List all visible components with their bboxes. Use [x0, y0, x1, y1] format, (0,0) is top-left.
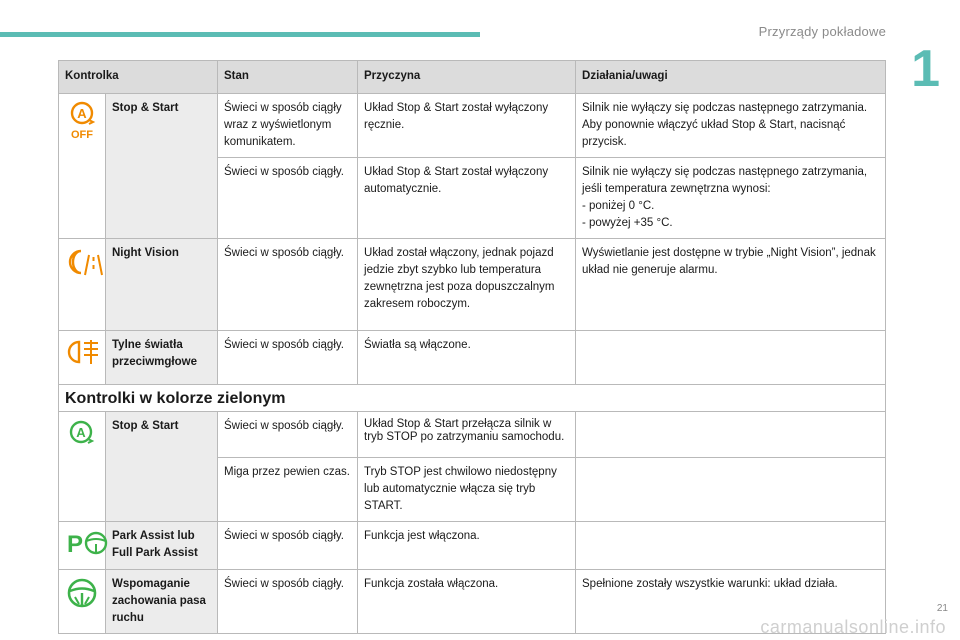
- table-row: [59, 522, 886, 570]
- group-title: Kontrolki w kolorze zielonym: [59, 385, 886, 412]
- column-header-state: Stan: [218, 61, 358, 94]
- icon-cell: [59, 239, 106, 331]
- action-text: Wyświetlanie jest dostępne w trybie „Night Vision”, jednak układ nie generuje alarmu.: [582, 247, 876, 276]
- svg-text:P: P: [67, 531, 84, 558]
- state-cell: Świeci w sposób ciągły.: [218, 331, 358, 385]
- action-cell: [576, 412, 886, 458]
- icon-cell: [59, 94, 106, 239]
- state-cell: Świeci w sposób ciągły.: [218, 158, 358, 239]
- table-row: [59, 94, 886, 158]
- action-text: Aby ponownie włączyć układ Stop & Start, nacisnąć przycisk.: [582, 119, 846, 148]
- cause-cell: Układ Stop & Start został wyłączony ręcznie.: [358, 94, 576, 158]
- stop-start-off-icon: [65, 100, 99, 140]
- page-number: 21: [936, 603, 948, 614]
- indicator-name: Stop & Start: [106, 94, 218, 239]
- indicator-name: Wspomaganie zachowania pasa ruchu: [106, 570, 218, 634]
- steering-wheel-icon: [65, 576, 99, 610]
- svg-text:A: A: [77, 106, 87, 121]
- indicator-name: Stop & Start: [106, 412, 218, 522]
- action-text: Spełnione zostały wszystkie warunki: układ działa.: [582, 578, 838, 590]
- indicator-name: Park Assist lub Full Park Assist: [106, 522, 218, 570]
- action-cell: [576, 94, 886, 158]
- indicator-name: Tylne światła przeciwmgłowe: [106, 331, 218, 385]
- state-cell: Świeci w sposób ciągły.: [218, 239, 358, 331]
- svg-text:A: A: [76, 425, 86, 440]
- column-header-cause: Przyczyna: [358, 61, 576, 94]
- icon-cell: [59, 331, 106, 385]
- night-vision-icon: [65, 245, 105, 279]
- state-cell: Świeci w sposób ciągły.: [218, 522, 358, 570]
- group-title-row: [59, 385, 886, 412]
- svg-text:OFF: OFF: [71, 129, 93, 140]
- action-text: Silnik nie wyłączy się podczas następnego zatrzymania, jeśli temperatura zewnętrzna wynosi:: [582, 166, 868, 195]
- state-cell: Świeci w sposób ciągły.: [218, 412, 358, 458]
- action-cell: [576, 522, 886, 570]
- top-accent-bar: [0, 32, 480, 37]
- icon-cell: [59, 570, 106, 634]
- indicator-name: Night Vision: [106, 239, 218, 331]
- stop-start-green-icon: [65, 418, 99, 448]
- park-assist-icon: [65, 528, 109, 558]
- state-cell: Miga przez pewien czas.: [218, 458, 358, 522]
- action-list-item: - poniżej 0 °C.: [582, 200, 655, 212]
- cause-cell: Układ został włączony, jednak pojazd jedzie zbyt szybko lub temperatura zewnętrzna jest poza dopuszczalnym zakresem roboczym.: [358, 239, 576, 331]
- action-cell: [576, 458, 886, 522]
- cause-cell: Układ Stop & Start przełącza silnik w tryb STOP po zatrzymaniu samochodu.: [358, 412, 576, 458]
- action-cell: [576, 158, 886, 239]
- watermark: carmanualsonline.info: [760, 617, 946, 637]
- table-row: [59, 331, 886, 385]
- indicator-table: [58, 60, 886, 634]
- chapter-number: 1: [911, 40, 940, 98]
- column-header-indicator: Kontrolka: [59, 61, 218, 94]
- table-row: [59, 239, 886, 331]
- state-cell: Świeci w sposób ciągły wraz z wyświetlonym komunikatem.: [218, 94, 358, 158]
- icon-cell: [59, 412, 106, 522]
- table-row: [59, 412, 886, 458]
- action-list-item: - powyżej +35 °C.: [582, 217, 673, 229]
- rear-fog-light-icon: [65, 337, 105, 367]
- icon-cell: [59, 522, 106, 570]
- action-cell: [576, 239, 886, 331]
- cause-cell: Funkcja jest włączona.: [358, 522, 576, 570]
- cause-cell: Światła są włączone.: [358, 331, 576, 385]
- cause-cell: Tryb STOP jest chwilowo niedostępny lub automatycznie włącza się tryb START.: [358, 458, 576, 522]
- cause-cell: Funkcja została włączona.: [358, 570, 576, 634]
- section-title: Przyrządy pokładowe: [758, 24, 886, 39]
- action-cell: [576, 331, 886, 385]
- table-header-row: [59, 61, 886, 94]
- column-header-action: Działania/uwagi: [576, 61, 886, 94]
- action-text: Silnik nie wyłączy się podczas następnego zatrzymania.: [582, 102, 868, 114]
- cause-cell: Układ Stop & Start został wyłączony automatycznie.: [358, 158, 576, 239]
- state-cell: Świeci w sposób ciągły.: [218, 570, 358, 634]
